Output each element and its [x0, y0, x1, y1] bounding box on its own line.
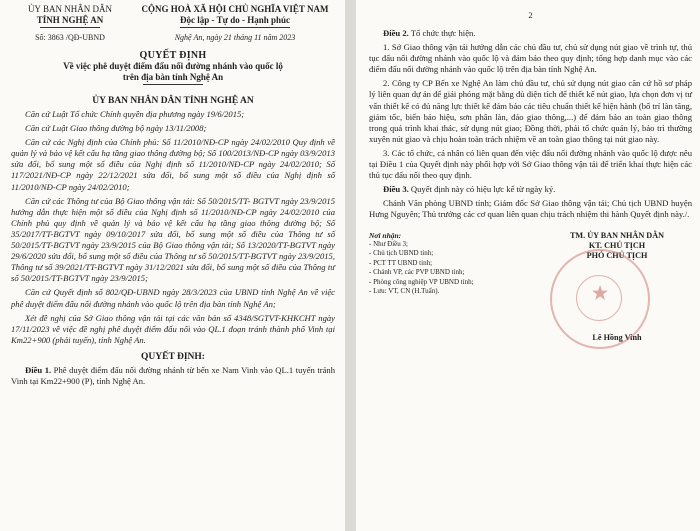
legal-basis-paragraph: Căn cứ Quyết định số 802/QĐ-UBND ngày 28/3/2023 của UBND tỉnh Nghệ An về việc phê duyệt điểm đấu nối đường nhánh vào quốc lộ trên địa bàn tỉnh Nghệ An;: [11, 287, 335, 309]
subtitle-line-2: trên địa bàn tỉnh Nghệ An: [122, 72, 224, 82]
recipient-item: - Như Điều 3;: [369, 239, 408, 248]
place-and-date: Nghệ An, ngày 21 tháng 11 năm 2023: [174, 33, 296, 42]
document-title: QUYẾT ĐỊNH: [139, 50, 207, 61]
country-name: CỘNG HOÀ XÃ HỘI CHỦ NGHĨA VIỆT NAM: [141, 4, 329, 14]
page-number: 2: [528, 10, 533, 20]
signer-name: Lê Hồng Vinh: [592, 332, 642, 342]
document-page-1: [0, 0, 345, 531]
recipient-item: - Chủ tịch UBND tỉnh;: [369, 249, 434, 258]
article-3: [369, 184, 692, 195]
article-3-label: Điều 3.: [383, 184, 409, 195]
document-number: Số: 3863 /QĐ-UBND: [35, 33, 105, 42]
legal-basis-paragraph: Xét đề nghị của Sở Giao thông vận tải tại các văn bản số 4348/SGTVT-KHKCHT ngày 17/11/2023 về việc đề nghị phê duyệt điểm đấu nối vào QL.1 đoạn tránh thành phố Vinh tại Km22+900 (phải tuyến), tỉnh Nghệ An.: [11, 312, 335, 345]
recipient-item: - Chánh VP, các PVP UBND tỉnh;: [369, 268, 465, 277]
recipient-item: - Lưu: VT, CN (H.Tuấn).: [369, 286, 440, 295]
sign-authority: TM. ỦY BAN NHÂN DÂN: [569, 230, 665, 240]
recipients-list: [369, 231, 519, 343]
decision-heading: QUYẾT ĐỊNH:: [141, 351, 205, 362]
seal-star-icon: ★: [592, 282, 609, 303]
article-2-label: Điều 2.: [383, 28, 409, 38]
article-2-item: 2. Công ty CP Bến xe Nghệ An làm chủ đầu tư, chủ sử dụng nút giao căn cứ hồ sơ pháp lý liên quan dự án để giải phóng mặt bằng đủ diện tích để thiết kế nút giao, lựa chọn đơn vị tư vấn thiết kế có đủ năng lực thiết kế đảm bảo các tiêu chuẩn thiết kế hiện hành (bố trí làn tăng, giảm tốc, biển báo hiệu, sơn phân làn, đảo giao thông,...) để đảm bảo an toàn giao thông trong quá trình khai thác, sử dụng nút giao; Đồng thời, phải tổ chức quản lý, bảo trì thường xuyên nút giao và chịu hoàn toàn trách nhiệm về an toàn giao thông tại nút giao này.: [369, 78, 692, 144]
recipient-item: - PCT TT UBND tỉnh;: [369, 258, 433, 267]
legal-basis-paragraph: Căn cứ các Thông tư của Bộ Giao thông vận tải: Số 50/2015/TT- BGTVT ngày 23/9/2015 hướng dẫn thực hiện một số điều của Nghị định số 11/2010/NĐ-CP ngày 24/02/2010 của Chính phủ quy định về quản lý và bảo vệ kết cấu hạ tầng giao thông đường bộ; Số 35/2017/TT-BGTVT ngày 09/10/2017 sửa đổi, bổ sung một số điều của Thông tư số 50/2015/TT-BGTVT ngày 23/9/2015 của Bộ Giao thông vận tải; Số 13/2020/TT-BGTVT ngày 29/6/2020 sửa đổi, bổ sung một số điều của Thông tư số 50/2015/TT-BGTVT ngày 23/9/2015, Thông tư số 39/2021/TT-BGTVT ngày 31/12/2021 sửa đổi, bổ sung một số điều của Thông tư số 50/2015/TT-BGTVT ngày 23/9/2015;: [11, 195, 335, 284]
national-motto: Độc lập - Tự do - Hạnh phúc: [179, 15, 290, 25]
recipients-title: Nơi nhận:: [369, 230, 402, 240]
issuer-name: ỦY BAN NHÂN DÂN: [28, 4, 112, 14]
page-divider: [345, 0, 356, 531]
article-1: [11, 365, 335, 387]
national-title-block: [135, 4, 335, 29]
legal-basis-paragraph: Căn cứ các Nghị định của Chính phủ: Số 11/2010/NĐ-CP ngày 24/02/2010 Quy định về quản lý và bảo vệ kết cấu hạ tầng giao thông đường bộ; Số 100/2013/NĐ-CP ngày 03/9/2013 sửa đổi, bổ sung một số điều của Nghị định số 11/2010/NĐ-CP ngày 24/02/2010; Số 117/2021/NĐ-CP ngày 22/12/2021 sửa đổi, bổ sung một số điều của Nghị định số 11/2010/NĐ-CP ngày 24/02/2010;: [11, 137, 335, 192]
article-2-item: 3. Các tổ chức, cá nhân có liên quan đến việc đấu nối đường nhánh vào quốc lộ được nêu tại Điều 1 của Quyết định này phối hợp với Sở Giao thông vận tải để triển khai thực hiện các thủ tục đấu nối theo quy định.: [369, 147, 692, 181]
subtitle-underline: [143, 84, 203, 85]
article-2-item: 1. Sở Giao thông vận tải hướng dẫn các chủ đầu tư, chủ sử dụng nút giao về trình tự, thủ tục đấu nối đường nhánh vào quốc lộ và đảm bảo theo quy định; tổng hợp danh mục vào các điểm đấu nối đường nhánh vào quốc lộ trên địa bàn tỉnh Nghệ An.: [369, 42, 692, 75]
article-1-text: Phê duyệt điểm đấu nối đường nhánh từ bến xe Nam Vinh vào QL.1 tuyến tránh Vinh tại Km22+900 (P), tỉnh Nghệ An.: [11, 364, 335, 386]
article-3-text: Quyết định này có hiệu lực kể từ ngày ký.: [408, 184, 556, 195]
article-2: [369, 28, 692, 39]
sign-capacity: KT. CHỦ TỊCH: [588, 240, 646, 250]
sign-title: PHÓ CHỦ TỊCH: [586, 250, 648, 260]
document-header: [11, 4, 335, 29]
article-2-text: Tổ chức thực hiện.: [408, 28, 476, 38]
legal-basis-paragraph: Căn cứ Luật Tổ chức Chính quyền địa phương ngày 19/6/2015;: [25, 109, 245, 119]
issuing-authority-heading: ỦY BAN NHÂN DÂN TỈNH NGHỆ AN: [92, 96, 254, 106]
article-1-label: Điều 1.: [25, 364, 52, 375]
closing-paragraph: Chánh Văn phòng UBND tỉnh; Giám đốc Sở Giao thông vận tải; Chủ tịch UBND huyện Hưng Nguyên; Thủ trưởng các cơ quan liên quan chịu trách nhiệm thi hành Quyết định này./.: [369, 198, 692, 220]
subtitle-line-1: Về việc phê duyệt điểm đấu nối đường nhánh vào quốc lộ: [63, 61, 283, 71]
document-number-row: [11, 33, 335, 42]
issuer-province: TỈNH NGHỆ AN: [36, 15, 104, 25]
official-seal: [550, 249, 650, 349]
recipient-item: - Phòng công nghiệp VP UBND tỉnh;: [369, 277, 474, 286]
issuer-underline: [40, 27, 100, 28]
document-subtitle: [11, 61, 335, 83]
legal-basis-paragraph: Căn cứ Luật Giao thông đường bộ ngày 13/11/2008;: [25, 123, 207, 134]
document-page-2: [356, 0, 700, 531]
issuer-block: [11, 4, 129, 29]
signature-block: [542, 231, 692, 343]
signature-section: [369, 231, 692, 343]
motto-underline: [180, 27, 290, 28]
